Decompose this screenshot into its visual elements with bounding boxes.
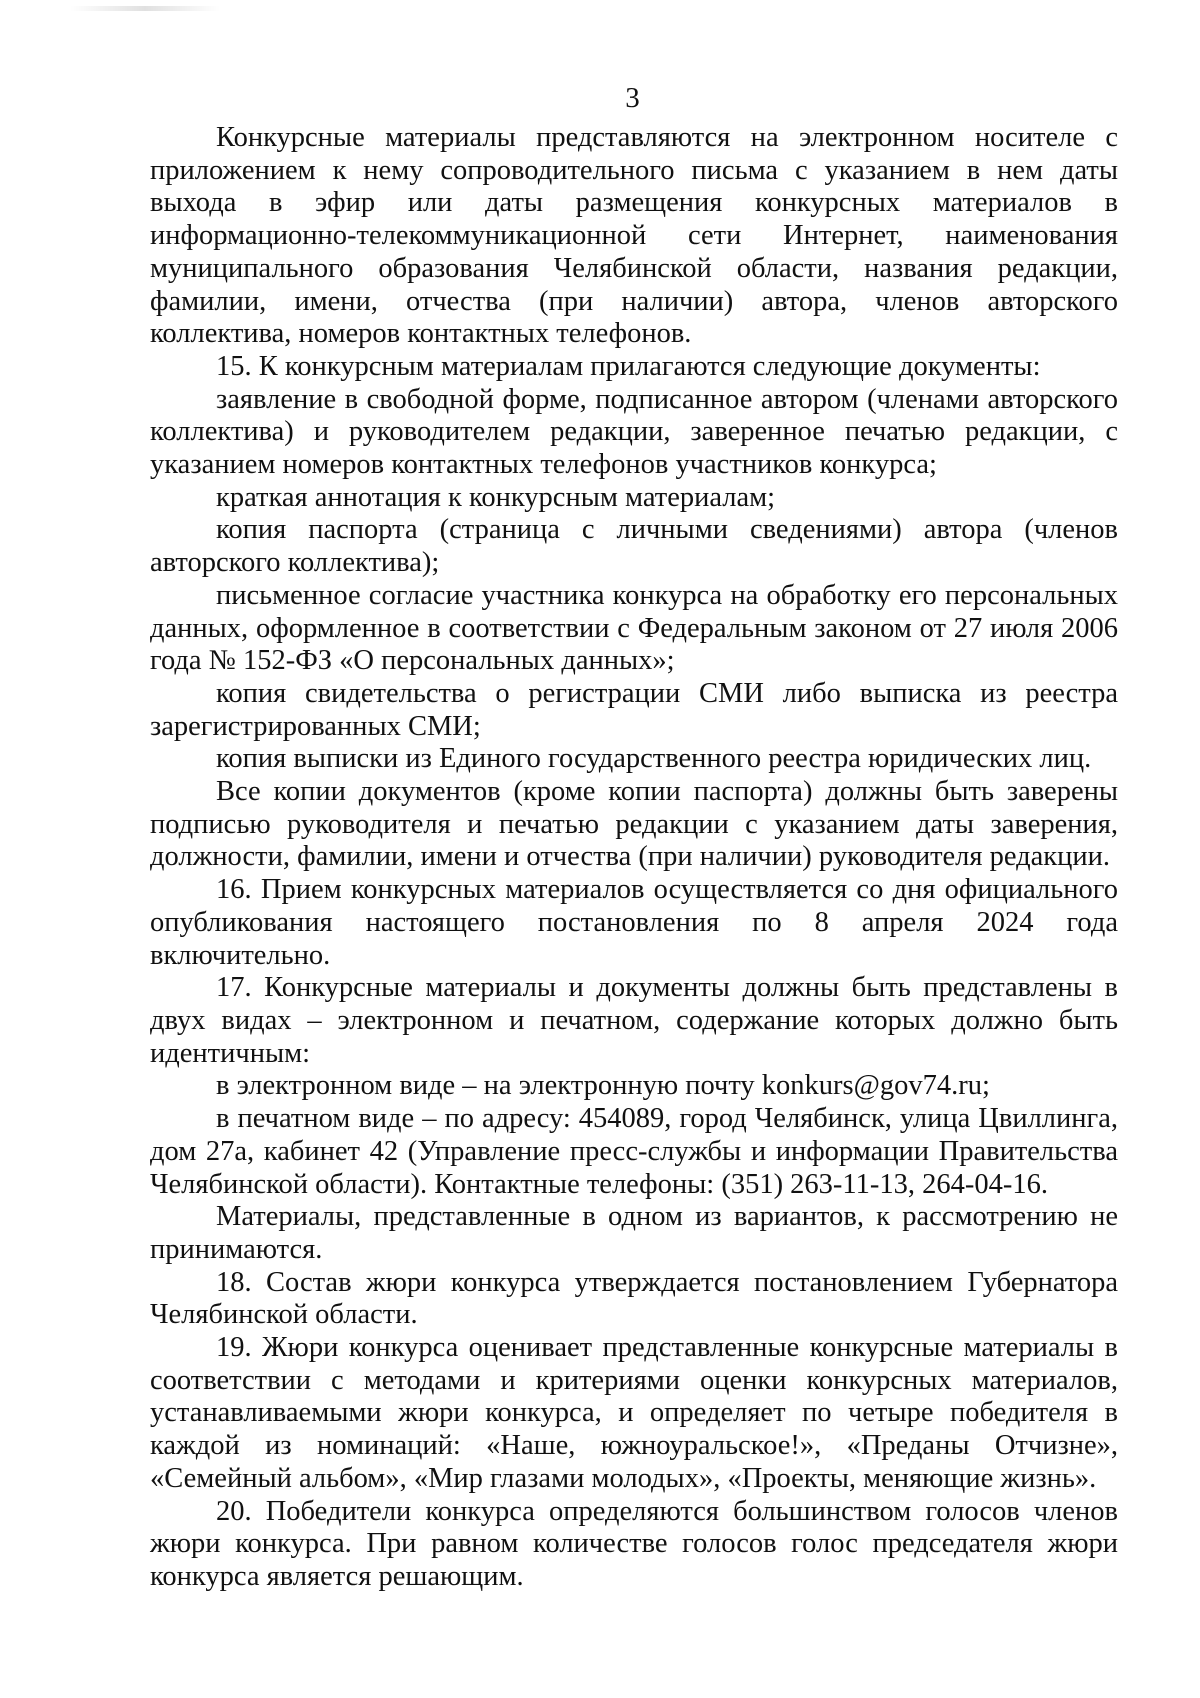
- paragraph-copies-certification: Все копии документов (кроме копии паспорта) должны быть заверены подписью руководителя и печатью редакции с указанием даты заверения, должности, фамилии, имени и отчества (при наличии) руководителя редакции.: [150, 776, 1118, 873]
- paragraph-item-16: 16. Прием конкурсных материалов осуществляется со дня официального опубликования настоящего постановления по 8 апреля 2024 года включительно.: [150, 874, 1118, 971]
- paragraph-electronic-form: в электронном виде – на электронную почту konkurs@gov74.ru;: [216, 1070, 990, 1102]
- paragraph-item-19: 19. Жюри конкурса оценивает представленные конкурсные материалы в соответствии с методами и критериями оценки конкурсных материалов, устанавливаемыми жюри конкурса, и определяет по четыре победителя в каждой из номинаций: «Наше, южноуральское!», «Преданы Отчизне», «Семейный альбом», «Мир глазами молодых», «Проекты, меняющие жизнь».: [150, 1332, 1118, 1494]
- paragraph-item-15: 15. К конкурсным материалам прилагаются следующие документы:: [216, 350, 1041, 382]
- paragraph-item-20: 20. Победители конкурса определяются большинством голосов членов жюри конкурса. При равном количестве голосов голос председателя жюри конкурса является решающим.: [150, 1495, 1118, 1592]
- paragraph-materials-submission: Конкурсные материалы представляются на электронном носителе с приложением к нему сопроводительного письма с указанием в нем даты выхода в эфир или даты размещения конкурсных материалов в информационно-телекоммуникационной сети Интернет, наименования муниципального образования Челябинской области, названия редакции, фамилии, имени, отчества (при наличии) автора, членов авторского коллектива, номеров контактных телефонов.: [150, 122, 1118, 350]
- paragraph-printed-form: в печатном виде – по адресу: 454089, город Челябинск, улица Цвиллинга, дом 27а, кабинет 42 (Управление пресс-службы и информации Правительства Челябинской области). Контактные телефоны: (351) 263-11-13, 264-04-16.: [150, 1103, 1118, 1200]
- paragraph-item-18: 18. Состав жюри конкурса утверждается постановлением Губернатора Челябинской области.: [150, 1266, 1118, 1331]
- paragraph-media-registration: копия свидетельства о регистрации СМИ либо выписка из реестра зарегистрированных СМИ;: [150, 677, 1118, 742]
- paragraph-legal-entities-extract: копия выписки из Единого государственного реестра юридических лиц.: [216, 743, 1092, 775]
- paragraph-annotation: краткая аннотация к конкурсным материалам;: [216, 481, 776, 513]
- paragraph-application: заявление в свободной форме, подписанное автором (членами авторского коллектива) и руководителем редакции, заверенное печатью редакции, с указанием номеров контактных телефонов участников конкурса;: [150, 383, 1118, 481]
- paragraph-passport-copy: копия паспорта (страница с личными сведениями) автора (членов авторского коллектива);: [150, 514, 1118, 579]
- paragraph-item-17: 17. Конкурсные материалы и документы должны быть представлены в двух видах – электронном и печатном, содержание которых должно быть идентичным:: [150, 972, 1118, 1069]
- paragraph-personal-data-consent: письменное согласие участника конкурса на обработку его персональных данных, оформленное в соответствии с Федеральным законом от 27 июля 2006 года № 152-ФЗ «О персональных данных»;: [150, 579, 1118, 677]
- scan-artifact: [70, 6, 220, 11]
- page-number: 3: [625, 82, 640, 114]
- paragraph-not-accepted: Материалы, представленные в одном из вариантов, к рассмотрению не принимаются.: [150, 1201, 1118, 1265]
- document-body: [150, 122, 1118, 1594]
